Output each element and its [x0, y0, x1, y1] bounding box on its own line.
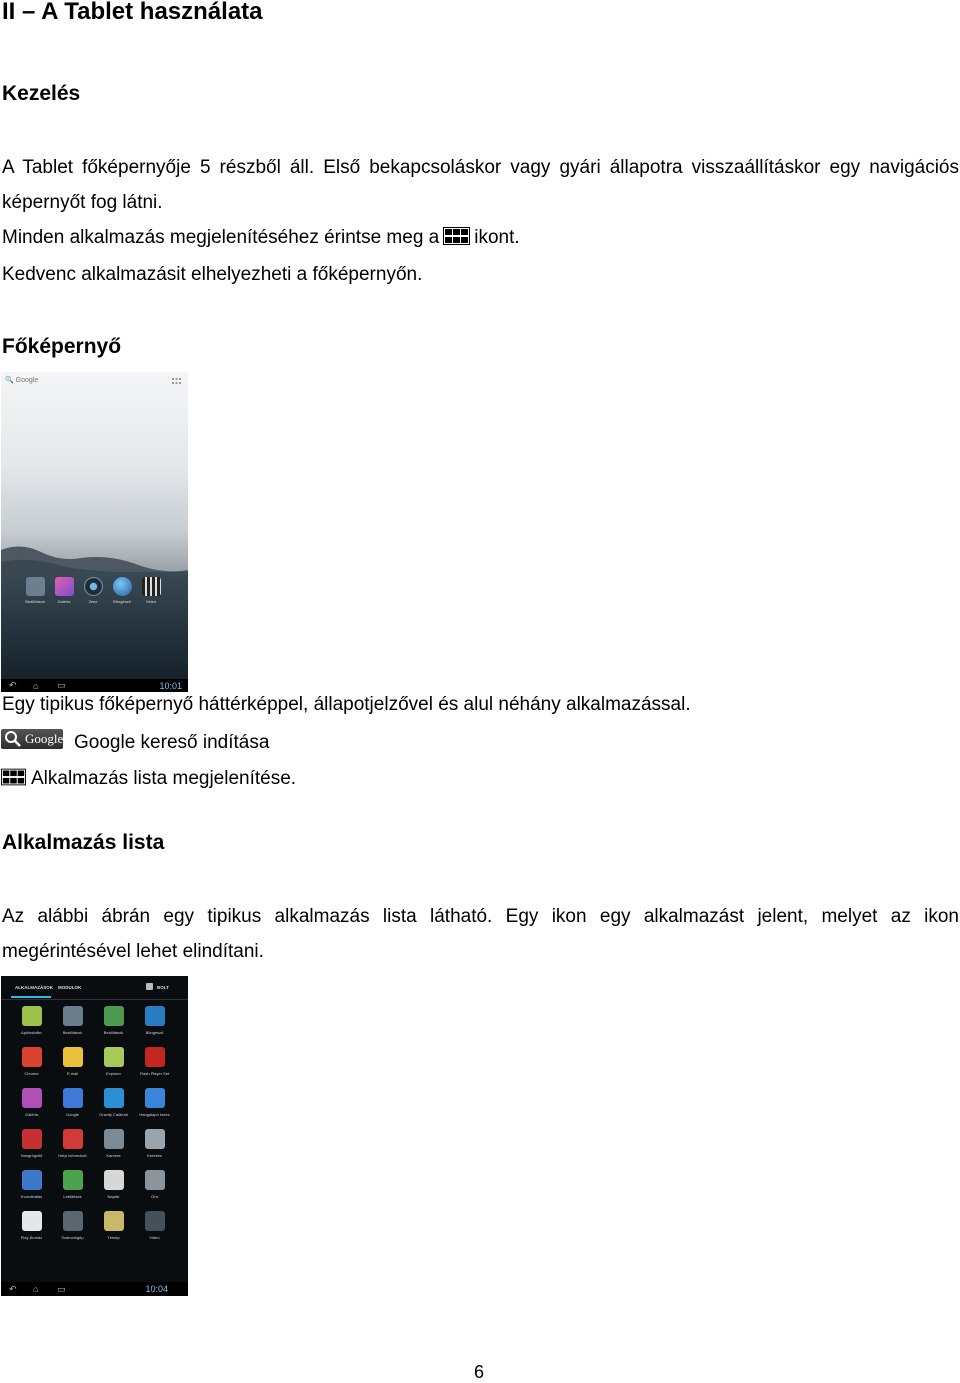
- section-heading-kezeles: Kezelés: [2, 82, 81, 105]
- app-label: E-mail: [66, 1071, 79, 1076]
- app-tile[interactable]: [134, 1209, 175, 1250]
- app-list-description: Alkalmazás lista megjelenítése.: [31, 768, 297, 789]
- app-icon: [145, 1129, 165, 1149]
- home-screen-screenshot: [1, 372, 188, 692]
- app-tile[interactable]: [52, 1045, 93, 1086]
- app-label: Óra: [151, 1194, 158, 1199]
- app-icon: [104, 1211, 124, 1231]
- app-tile[interactable]: [52, 1168, 93, 1209]
- app-tile[interactable]: [93, 1045, 134, 1086]
- app-icon: [145, 1170, 165, 1190]
- app-tile[interactable]: [11, 1045, 52, 1086]
- recent-apps-icon[interactable]: ▭: [57, 1283, 66, 1294]
- kezeles-paragraph: A Tablet főképernyője 5 részből áll. Első bekapcsoláskor vagy gyári állapotra visszaállításkor egy navigációs képernyőt fog látni.: [2, 157, 959, 213]
- app-icon: [63, 1211, 83, 1231]
- music-icon: [84, 577, 103, 596]
- app-icon: [104, 1047, 124, 1067]
- app-grid-icon: [443, 227, 470, 245]
- app-label: Keresés: [147, 1153, 162, 1158]
- page-number: 6: [474, 1362, 485, 1382]
- app-label: Explorer: [106, 1071, 121, 1076]
- app-tile[interactable]: [93, 1004, 134, 1045]
- app-tile[interactable]: [93, 1086, 134, 1127]
- app-icon: [22, 1129, 42, 1149]
- app-label: Galéria: [25, 1112, 38, 1117]
- app-icon: [22, 1211, 42, 1231]
- app-icon: [63, 1129, 83, 1149]
- store-icon: [146, 983, 153, 990]
- app-label: Beállítások: [62, 1030, 83, 1035]
- app-label: Naptár: [107, 1194, 120, 1199]
- app-list-screenshot: [1, 976, 188, 1296]
- line-text-after: ikont.: [474, 227, 520, 248]
- app-tile[interactable]: [93, 1127, 134, 1168]
- app-label: Hangrögzítő: [20, 1153, 43, 1158]
- recent-apps-icon[interactable]: ▭: [57, 680, 66, 690]
- app-tile[interactable]: [52, 1127, 93, 1168]
- app-icon: [63, 1170, 83, 1190]
- app-list-tabs: [1, 976, 188, 1000]
- app-tile[interactable]: [134, 1045, 175, 1086]
- app-label: Flash Player Set: [139, 1071, 170, 1076]
- app-label: Letöltések: [63, 1194, 82, 1199]
- app-tile[interactable]: [93, 1168, 134, 1209]
- tab-widgets[interactable]: MODULOK: [58, 985, 82, 990]
- globe-icon: [113, 577, 132, 596]
- app-tile[interactable]: [52, 1004, 93, 1045]
- google-search-description: Google kereső indítása: [74, 732, 270, 753]
- active-tab-indicator: [11, 996, 51, 998]
- home-icon[interactable]: ⌂: [33, 680, 39, 691]
- clock: 10:01: [159, 680, 182, 691]
- app-icon: [63, 1047, 83, 1067]
- section-heading-fokepernyo: Főképernyő: [2, 335, 122, 358]
- app-tile[interactable]: [134, 1168, 175, 1209]
- app-icon: [145, 1211, 165, 1231]
- tab-divider: [1, 999, 188, 1000]
- kezeles-line-favorites: Kedvenc alkalmazásit elhelyezheti a főképernyőn.: [2, 264, 423, 285]
- app-icon: [104, 1170, 124, 1190]
- search-icon: 🔍: [5, 377, 14, 384]
- back-icon[interactable]: ↶: [9, 680, 17, 690]
- app-icon: [22, 1006, 42, 1026]
- kezeles-line-apps: [2, 220, 959, 255]
- app-label: Play Áruház: [20, 1235, 43, 1240]
- app-grid: [11, 1004, 181, 1250]
- app-icon: [104, 1088, 124, 1108]
- store-button[interactable]: BOLT: [157, 985, 169, 990]
- app-label: Chrome: [24, 1071, 39, 1076]
- app-icon: [63, 1006, 83, 1026]
- app-label: Koordinálás: [20, 1194, 43, 1199]
- app-tile[interactable]: [52, 1209, 93, 1250]
- search-label: Google: [15, 377, 39, 384]
- app-icon: [104, 1006, 124, 1026]
- app-label: Térkép: [107, 1235, 120, 1240]
- dock-app-music[interactable]: Zene: [83, 577, 103, 609]
- home-screen-caption: Egy tipikus főképernyő háttérképpel, állapotjelzővel és alul néhány alkalmazással.: [2, 694, 691, 715]
- app-dock: [25, 577, 175, 609]
- app-icon: [145, 1006, 165, 1026]
- app-tile[interactable]: [93, 1209, 134, 1250]
- app-tile[interactable]: [134, 1004, 175, 1045]
- clapperboard-icon: [142, 577, 161, 596]
- app-label: Számológép: [61, 1235, 84, 1240]
- system-bar: [1, 1282, 188, 1296]
- clock: 10:04: [145, 1284, 168, 1294]
- google-wordmark: Google: [25, 731, 64, 746]
- dock-app-browser[interactable]: Böngésző: [112, 577, 132, 609]
- app-label: Videó: [149, 1235, 160, 1240]
- app-grid-icon[interactable]: [172, 378, 181, 384]
- app-grid-icon: [1, 768, 26, 786]
- app-tile[interactable]: [11, 1127, 52, 1168]
- alkalmazas-lista-paragraph: Az alábbi ábrán egy tipikus alkalmazás lista látható. Egy ikon egy alkalmazást jelent, melyet az ikon megérintésével lehet elindítani.: [2, 906, 959, 962]
- app-tile[interactable]: [52, 1086, 93, 1127]
- dock-app-video[interactable]: Videó: [141, 577, 161, 609]
- app-icon: [22, 1170, 42, 1190]
- app-tile[interactable]: [11, 1209, 52, 1250]
- app-label: Hangalapú keres: [139, 1112, 170, 1117]
- tab-apps[interactable]: ALKALMAZÁSOK: [15, 985, 53, 990]
- app-icon: [63, 1088, 83, 1108]
- app-tile[interactable]: [134, 1127, 175, 1168]
- chapter-title: II – A Tablet használata: [2, 0, 263, 25]
- home-icon[interactable]: ⌂: [33, 1284, 39, 1294]
- section-heading-alkalmazas-lista: Alkalmazás lista: [2, 831, 165, 854]
- app-tile[interactable]: [11, 1168, 52, 1209]
- app-label: Kamera: [106, 1153, 121, 1158]
- back-icon[interactable]: ↶: [9, 1283, 17, 1294]
- dock-app-gallery[interactable]: Galéria: [54, 577, 74, 609]
- line-text-before: Minden alkalmazás megjelenítéséhez érintse meg a: [2, 227, 440, 248]
- app-label: Helyi információ: [58, 1153, 87, 1158]
- app-tile[interactable]: [11, 1086, 52, 1127]
- app-icon: [145, 1088, 165, 1108]
- app-label: ApkInstaller: [21, 1030, 42, 1035]
- app-icon: [145, 1047, 165, 1067]
- app-label: Google: [66, 1112, 79, 1117]
- settings-icon: [26, 577, 45, 596]
- gallery-icon: [55, 577, 74, 596]
- app-icon: [104, 1129, 124, 1149]
- google-search-icon: [1, 729, 63, 749]
- app-label: Böngésző: [145, 1030, 164, 1035]
- app-label: Gravity Calibrati: [99, 1112, 128, 1117]
- app-label: Beállítások: [103, 1030, 124, 1035]
- google-search-bar[interactable]: [5, 376, 38, 384]
- app-icon: [22, 1088, 42, 1108]
- app-tile[interactable]: [11, 1004, 52, 1045]
- dock-app-settings[interactable]: Beállítások: [25, 577, 45, 609]
- magnifier-icon: [3, 729, 23, 749]
- app-icon: [22, 1047, 42, 1067]
- app-tile[interactable]: [134, 1086, 175, 1127]
